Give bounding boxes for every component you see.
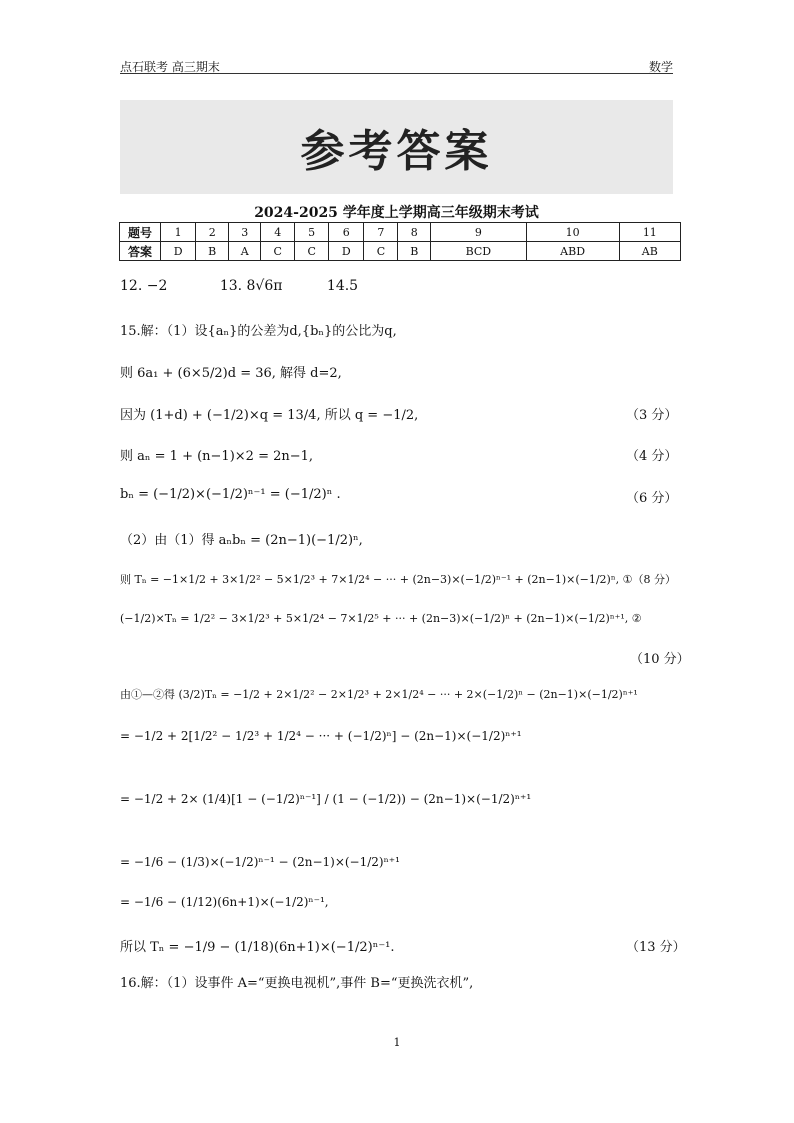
answer-14: 14.5 [326, 278, 359, 294]
answer-table [119, 222, 681, 261]
table-cell: B [398, 242, 431, 261]
q15-line-3: 则 aₙ = 1 + (n−1)×2 = 2n−1, [120, 449, 314, 464]
row-label: 答案 [120, 242, 161, 261]
q15-line-8: 由①—②得 (3/2)Tₙ = −1/2 + 2×1/2² − 2×1/2³ + 2×1/2⁴ − ··· + 2×(−1/2)ⁿ − (2n−1)×(−1/2)ⁿ⁺¹ [120, 688, 638, 701]
q15-line-11: = −1/6 − (1/3)×(−1/2)ⁿ⁻¹ − (2n−1)×(−1/2)ⁿ⁺¹ [120, 855, 400, 869]
table-cell: 7 [364, 223, 398, 242]
table-cell: AB [619, 242, 680, 261]
table-cell: 8 [398, 223, 431, 242]
header-left: 点石联考 高三期末 [120, 60, 220, 74]
header-right: 数学 [648, 60, 673, 74]
table-cell: D [161, 242, 196, 261]
table-cell: C [261, 242, 295, 261]
table-cell: 9 [431, 223, 526, 242]
table-cell: 4 [261, 223, 295, 242]
table-cell: 1 [161, 223, 196, 242]
q15-line-13: 所以 Tₙ = −1/9 − (1/18)(6n+1)×(−1/2)ⁿ⁻¹. [120, 940, 395, 955]
exam-subtitle: 2024-2025 学年度上学期高三年级期末考试 [254, 205, 539, 221]
q15-intro: 15.解：（1）设{aₙ}的公差为d,{bₙ}的公比为q, [120, 324, 397, 339]
row-label: 题号 [120, 223, 161, 242]
q15-line-5: （2）由（1）得 aₙbₙ = (2n−1)(−1/2)ⁿ, [120, 533, 363, 548]
q15-line-7: (−1/2)×Tₙ = 1/2² − 3×1/2³ + 5×1/2⁴ − 7×1/2⁵ + ··· + (2n−3)×(−1/2)ⁿ + (2n−1)×(−1/2)ⁿ⁺¹, ② [120, 612, 642, 625]
table-cell: C [364, 242, 398, 261]
q15-line-10: = −1/2 + 2× (1/4)[1 − (−1/2)ⁿ⁻¹] / (1 − (−1/2)) − (2n−1)×(−1/2)ⁿ⁺¹ [120, 792, 532, 806]
q15-line-4: bₙ = (−1/2)×(−1/2)ⁿ⁻¹ = (−1/2)ⁿ . [120, 487, 341, 502]
table-cell: 5 [295, 223, 329, 242]
score-mark: （4 分） [626, 449, 678, 464]
table-cell: 11 [619, 223, 680, 242]
table-cell: ABD [526, 242, 619, 261]
page-number: 1 [393, 1036, 401, 1049]
score-mark: （10 分） [630, 652, 690, 667]
table-cell: 2 [196, 223, 229, 242]
q15-line-1: 则 6a₁ + (6×5/2)d = 36, 解得 d=2, [120, 366, 342, 381]
table-cell: D [329, 242, 364, 261]
q16-intro: 16.解：（1）设事件 A=“更换电视机”,事件 B=“更换洗衣机”, [120, 976, 474, 991]
answer-13: 13. 8√6π [219, 278, 283, 294]
banner-title: 参考答案 [300, 126, 493, 177]
fill-answers [120, 278, 358, 294]
table-cell: 6 [329, 223, 364, 242]
table-cell: A [229, 242, 261, 261]
question-number-row [120, 223, 681, 242]
q15-line-2: 因为 (1+d) + (−1/2)×q = 13/4, 所以 q = −1/2, [120, 408, 419, 423]
table-cell: 10 [526, 223, 619, 242]
table-cell: C [295, 242, 329, 261]
q15-line-12: = −1/6 − (1/12)(6n+1)×(−1/2)ⁿ⁻¹, [120, 895, 329, 909]
score-mark: （6 分） [626, 491, 678, 506]
score-mark: （3 分） [626, 408, 678, 423]
q15-line-9: = −1/2 + 2[1/2² − 1/2³ + 1/2⁴ − ··· + (−1/2)ⁿ] − (2n−1)×(−1/2)ⁿ⁺¹ [120, 729, 522, 743]
header-divider [120, 73, 673, 74]
table-cell: 3 [229, 223, 261, 242]
answer-12: 12. −2 [120, 278, 168, 294]
q15-line-6: 则 Tₙ = −1×1/2 + 3×1/2² − 5×1/2³ + 7×1/2⁴ − ··· + (2n−3)×(−1/2)ⁿ⁻¹ + (2n−1)×(−1/2)ⁿ, ①（8 分） [120, 573, 676, 586]
table-cell: BCD [431, 242, 526, 261]
table-cell: B [196, 242, 229, 261]
score-mark: （13 分） [626, 940, 686, 955]
answer-row [120, 242, 681, 261]
title-banner [120, 100, 673, 194]
